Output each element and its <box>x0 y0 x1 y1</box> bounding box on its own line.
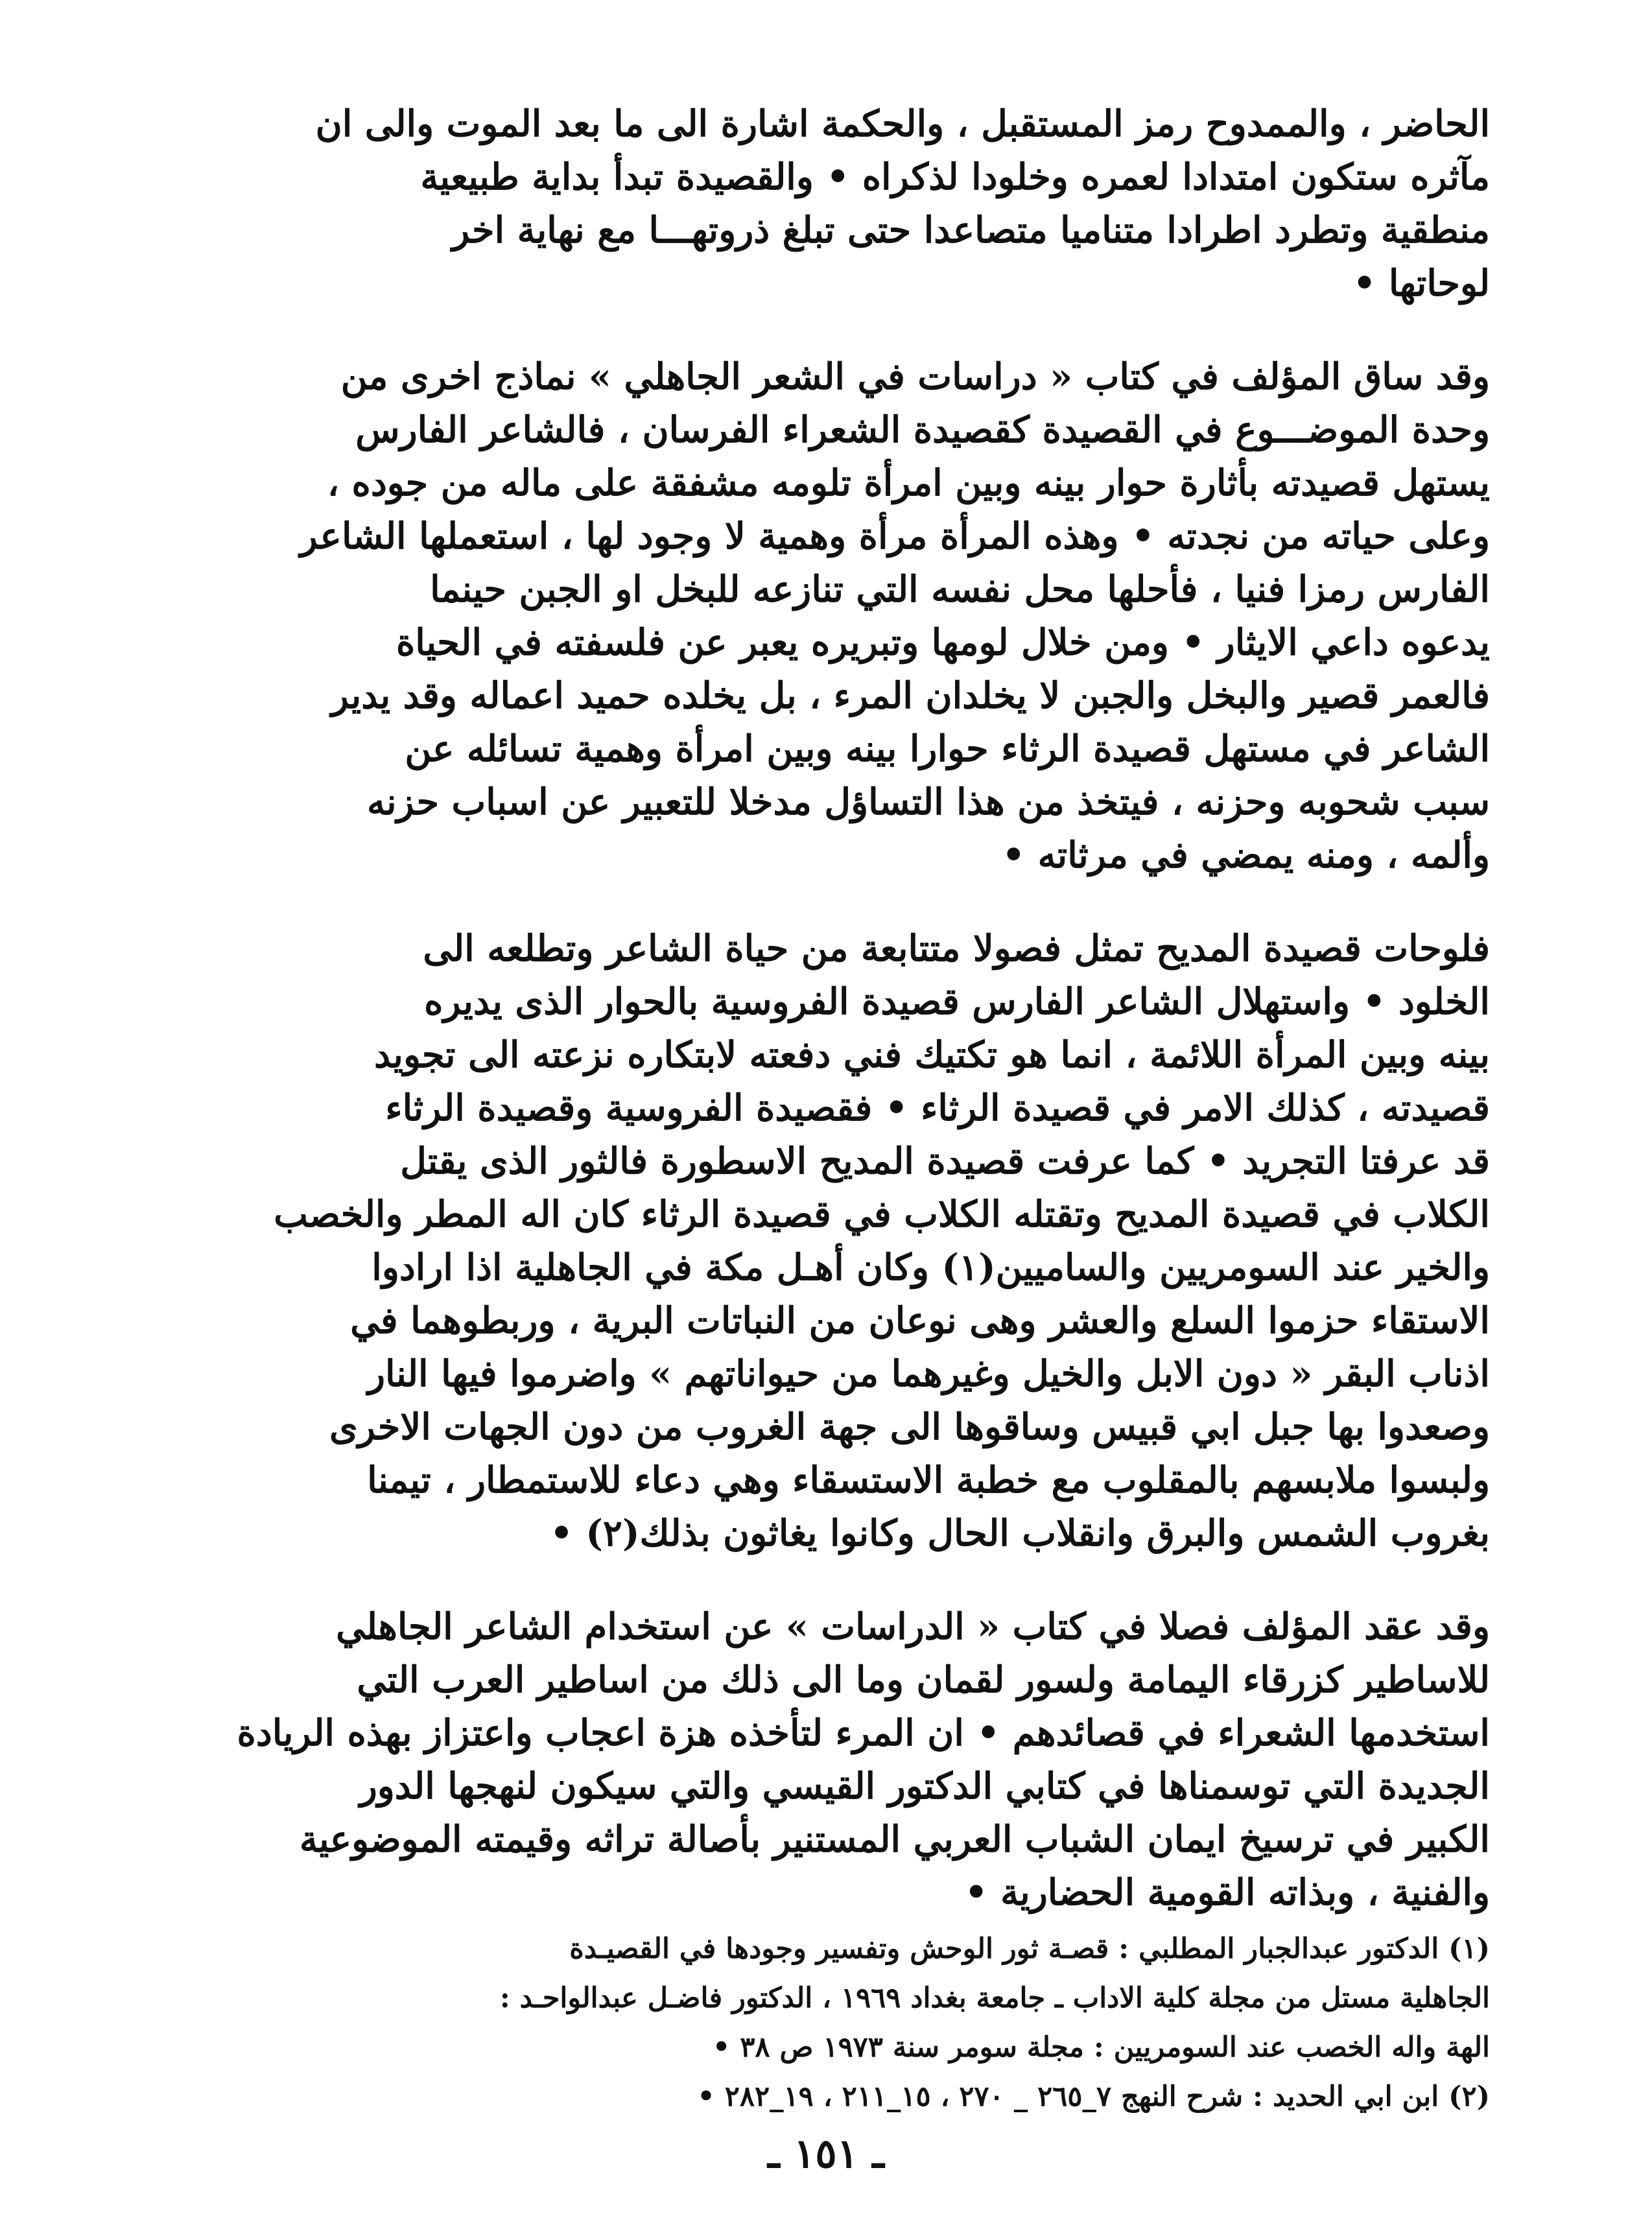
footnote-line: (١) الدكتور عبدالجبار المطلبي : قصـة ثور الوحش وتفسير وجودها في القصيـدة <box>569 1933 1490 1965</box>
paragraph-4 <box>162 1600 1490 1919</box>
text-line: يدعوه داعي الايثار • ومن خلال لومها وتبريره يعبر عن فلسفته في الحياة <box>395 621 1490 664</box>
text-line: فلوحات قصيدة المديح تمثل فصولا متتابعة من حياة الشاعر وتطلعه الى <box>423 927 1490 970</box>
paragraph-1 <box>162 97 1490 310</box>
text-line: وحدة الموضـــوع في القصيدة كقصيدة الشعراء الفرسان ، فالشاعر الفارس <box>355 408 1490 451</box>
text-line: يستهل قصيدته بأثارة حوار بينه وبين امرأة تلومه مشفقة على ماله من جوده ، <box>327 462 1490 504</box>
text-line: فالعمر قصير والبخل والجبن لا يخلدان المرء ، بل يخلده حميد اعماله وقد يدير <box>331 674 1490 717</box>
footnote-line: الجاهلية مستل من مجلة كلية الاداب ـ جامعة بغداد ١٩٦٩ ، الدكتور فاضـل عبدالواحـد : <box>499 1982 1490 2014</box>
text-line: الفارس رمزا فنيا ، فأحلها محل نفسه التي تنازعه للبخل او الجبن حينما <box>430 568 1490 611</box>
text-line: الخلود • واستهلال الشاعر الفارس قصيدة الفروسية بالحوار الذى يديره <box>424 980 1490 1023</box>
text-line: قصيدته ، كذلك الامر في قصيدة الرثاء • فقصيدة الفروسية وقصيدة الرثاء <box>385 1087 1490 1129</box>
page-number: ـ ١٥١ ـ <box>768 2130 884 2177</box>
text-line: الكبير في ترسيخ ايمان الشباب العربي المستنير بأصالة تراثه وقيمته الموضوعية <box>299 1818 1490 1861</box>
text-line: قد عرفتا التجريد • كما عرفت قصيدة المديح الاسطورة فالثور الذى يقتل <box>400 1140 1490 1183</box>
text-line: الاستقاء حزموا السلع والعشر وهى نوعان من النباتات البرية ، وربطوهما في <box>350 1299 1490 1342</box>
text-line: وقد ساق المؤلف في كتاب « دراسات في الشعر الجاهلي » نماذج اخرى من <box>340 355 1490 398</box>
paragraph-3 <box>162 922 1490 1560</box>
footnotes <box>162 1929 1490 2117</box>
text-line: سبب شحوبه وحزنه ، فيتخذ من هذا التساؤل مدخلا للتعبير عن اسباب حزنه <box>366 781 1490 823</box>
text-line: للاساطير كزرقاء اليمامة ولسور لقمان وما الى ذلك من اساطير العرب التي <box>357 1658 1490 1701</box>
footnote-line: الهة واله الخصب عند السومريين : مجلة سومر سنة ١٩٧٣ ص ٣٨ • <box>712 2031 1490 2064</box>
text-line: بينه وبين المرأة اللائمة ، انما هو تكتيك فني دفعته لابتكاره نزعته الى تجويد <box>374 1033 1490 1076</box>
footnote-line: (٢) ابن ابي الحديد : شرح النهج ٧_٢٦٥ _ ٢٧٠ ، ١٥_٢١١ ، ١٩_٢٨٢ • <box>697 2081 1490 2113</box>
text-line: الجديدة التي توسمناها في كتابي الدكتور القيسي والتي سيكون لنهجها الدور <box>359 1765 1490 1808</box>
text-line: بغروب الشمس والبرق وانقلاب الحال وكانوا يغاثون بذلك(٢) • <box>550 1512 1490 1555</box>
text-line: اذناب البقر « دون الابل والخيل وغيرهما من حيواناتهم » واضرموا فيها النار <box>367 1352 1490 1395</box>
text-line: والفنية ، وبذاته القومية الحضارية • <box>964 1871 1490 1914</box>
text-line: الشاعر في مستهل قصيدة الرثاء حوارا بينه وبين امرأة وهمية تسائله عن <box>405 727 1490 770</box>
text-line: وقد عقد المؤلف فصلا في كتاب « الدراسات » عن استخدام الشاعر الجاهلي <box>336 1605 1490 1648</box>
text-line: لوحاتها • <box>1352 262 1490 305</box>
paragraph-2 <box>162 350 1490 882</box>
text-line: الكلاب في قصيدة المديح وتقتله الكلاب في قصيدة الرثاء كان اله المطر والخصب <box>274 1193 1490 1236</box>
text-line: وعلى حياته من نجدته • وهذه المرأة مرأة وهمية لا وجود لها ، استعملها الشاعر <box>300 515 1490 558</box>
text-line: وصعدوا بها جبل ابي قبيس وساقوها الى جهة الغروب من دون الجهات الاخرى <box>329 1406 1490 1448</box>
text-line: الحاضر ، والممدوح رمز المستقبل ، والحكمة اشارة الى ما بعد الموت والى ان <box>315 102 1490 145</box>
text-line: مآثره ستكون امتدادا لعمره وخلودا لذكراه • والقصيدة تبدأ بداية طبيعية <box>420 156 1490 198</box>
text-line: منطقية وتطرد اطرادا متناميا متصاعدا حتى تبلغ ذروتهـــا مع نهاية اخر <box>452 209 1490 252</box>
text-line: والخير عند السومريين والساميين(١) وكان أهـل مكة في الجاهلية اذا ارادوا <box>372 1246 1490 1289</box>
text-line: ولبسوا ملابسهم بالمقلوب مع خطبة الاستسقاء وهي دعاء للاستمطار ، تيمنا <box>367 1459 1490 1502</box>
text-line: استخدمها الشعراء في قصائدهم • ان المرء لتأخذه هزة اعجاب واعتزاز بهذه الريادة <box>237 1712 1490 1754</box>
text-line: وألمه ، ومنه يمضي في مرثاته • <box>1002 834 1490 877</box>
